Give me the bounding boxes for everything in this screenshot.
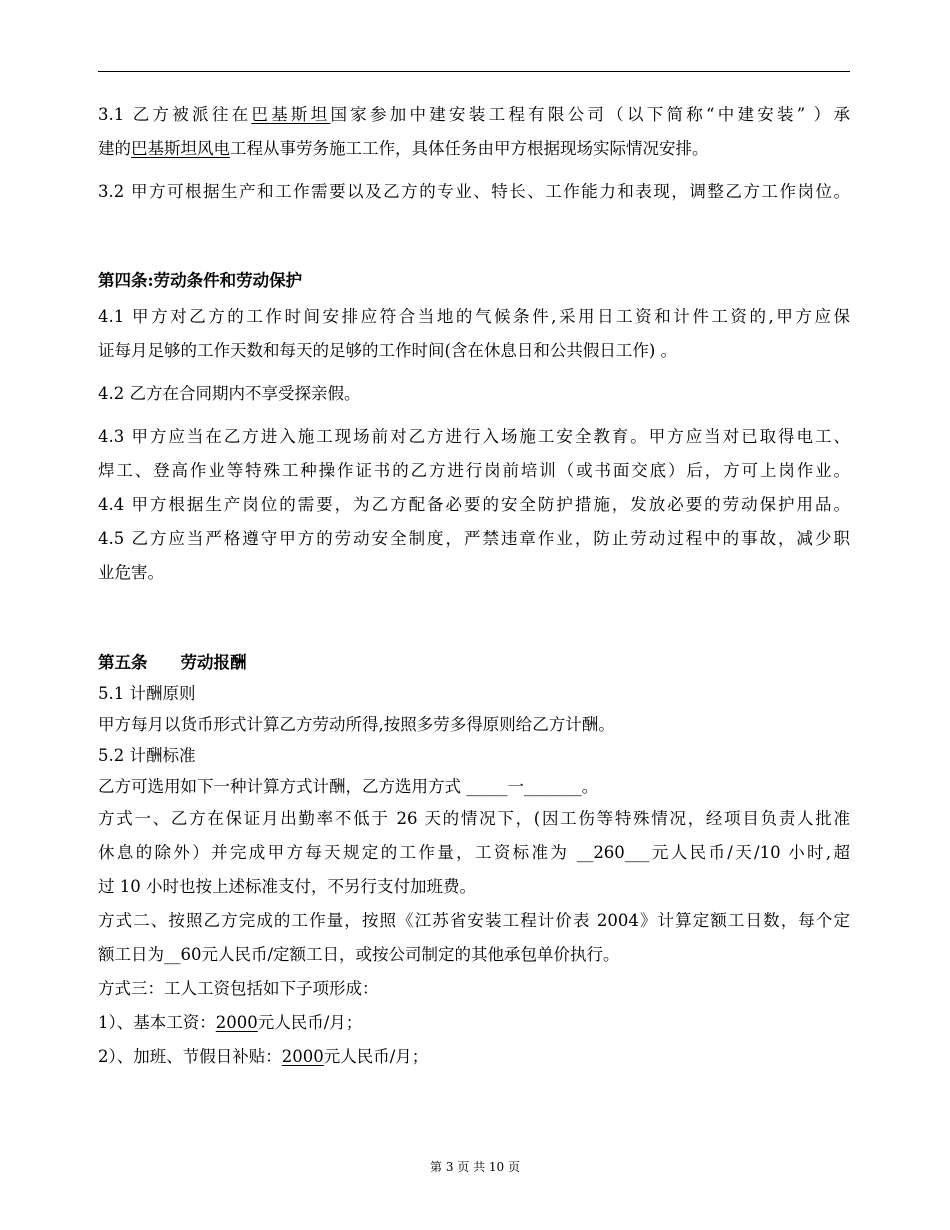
clause-3-1-line-2: 建的巴基斯坦风电工程从事劳务施工工作，具体任务由甲方根据现场实际情况安排。 <box>98 139 709 158</box>
quota-wage-field: __60 <box>164 945 202 964</box>
clause-3-2: 3.2 甲方可根据生产和工作需要以及乙方的专业、特长、工作能力和表现，调整乙方工作岗位。 <box>98 182 850 201</box>
page-content <box>98 98 850 1074</box>
method-choice-field: _____一_______ <box>466 777 582 796</box>
page-footer: 第 3 页 共 10 页 <box>430 1160 520 1174</box>
section-5-title: 第五条 劳动报酬 <box>98 653 247 672</box>
clause-3-1 <box>98 98 850 166</box>
wage-item-2: 2）、加班、节假日补贴：2000元人民币/月； <box>98 1047 429 1066</box>
clause-5-1-heading: 5.1 计酬原则 <box>98 684 196 703</box>
overtime-subsidy-field: 2000 <box>281 1047 324 1066</box>
method-3: 方式三：工人工资包括如下子项形成： <box>98 979 379 998</box>
clause-4-2: 4.2 乙方在合同期内不享受探亲假。 <box>98 384 361 403</box>
clause-3-1-line-1: 3.1 乙方被派往在巴基斯坦国家参加中建安装工程有限公司（以下简称“中建安装” ）承 <box>98 105 850 124</box>
method-2: 方式二、按照乙方完成的工作量，按照《江苏省安装工程计价表 2004》计算定额工日数，每个定 额工日为__60元人民币/定额工日，或按公司制定的其他承包单价执行。 <box>98 911 850 964</box>
method-choice: 乙方可选用如下一种计算方式计酬，乙方选用方式 _____一_______。 <box>98 777 599 796</box>
section-4-title: 第四条:劳动条件和劳动保护 <box>98 271 303 290</box>
daily-wage-field: __260___ <box>576 843 650 862</box>
wage-item-1: 1）、基本工资：2000元人民币/月； <box>98 1013 363 1032</box>
clause-5-1-text: 甲方每月以货币形式计算乙方劳动所得,按照多劳多得原则给乙方计酬。 <box>98 715 615 734</box>
header-rule <box>98 71 850 72</box>
method-1: 方式一、乙方在保证月出勤率不低于 26 天的情况下，(因工伤等特殊情况，经项目负责人批准 休息的除外）并完成甲方每天规定的工作量，工资标准为 __260___元人民币/天/10 小时,超 过 10 小时也按上述标准支付，不另行支付加班费。 <box>98 809 850 896</box>
clause-4-1: 4.1 甲方对乙方的工作时间安排应符合当地的气候条件,采用日工资和计件工资的,甲方应保 证每月足够的工作天数和每天的足够的工作时间(含在休息日和公共假日工作) 。 <box>98 307 850 360</box>
base-wage-field: 2000 <box>215 1013 258 1032</box>
project-field: 巴基斯坦风电 <box>131 139 230 158</box>
clause-4-4: 4.4 甲方根据生产岗位的需要，为乙方配备必要的安全防护措施，发放必要的劳动保护用品。 <box>98 495 850 514</box>
country-field: 巴基斯坦 <box>251 105 331 124</box>
clause-5-2-heading: 5.2 计酬标准 <box>98 746 196 765</box>
clause-4-3: 4.3 甲方应当在乙方进入施工现场前对乙方进行入场施工安全教育。甲方应当对已取得电工、 焊工、登高作业等特殊工种操作证书的乙方进行岗前培训（或书面交底）后，方可上岗作业。 <box>98 427 850 480</box>
clause-4-5: 4.5 乙方应当严格遵守甲方的劳动安全制度，严禁违章作业，防止劳动过程中的事故，减少职 业危害。 <box>98 529 850 582</box>
